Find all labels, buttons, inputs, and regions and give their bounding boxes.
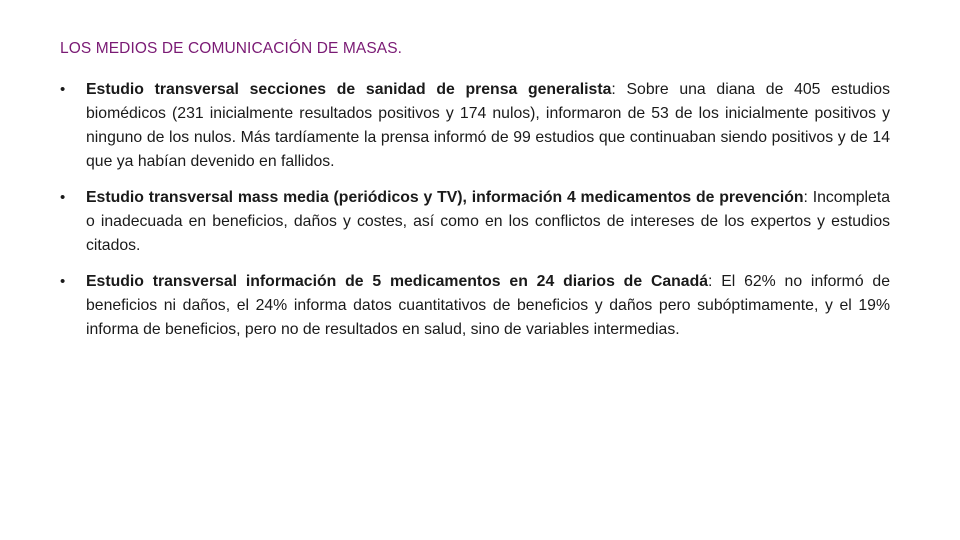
bullet-icon: •	[60, 81, 66, 98]
bullet-text: : El 62% no informó de beneficios ni daños, el 24% informa datos cuantitativos de beneficios y daños pero subóptimamente, y el 19% informa de beneficios, pero no de resultados en salud, sino de variables intermedias.	[86, 273, 891, 338]
bullet-item	[60, 186, 890, 258]
bullet-lead: Estudio transversal mass media (periódicos y TV), información 4 medicamentos de prevención	[86, 189, 804, 206]
slide-title: LOS MEDIOS DE COMUNICACIÓN DE MASAS.	[60, 40, 403, 57]
bullet-list	[60, 78, 890, 354]
bullet-text: : Incompleta o inadecuada en beneficios, daños y costes, así como en los conflictos de intereses de los expertos y estudios citados.	[86, 189, 890, 254]
bullet-icon: •	[60, 273, 66, 290]
bullet-icon: •	[60, 189, 66, 206]
bullet-item	[60, 270, 890, 342]
bullet-lead: Estudio transversal secciones de sanidad de prensa generalista	[86, 81, 612, 98]
bullet-lead: Estudio transversal información de 5 medicamentos en 24 diarios de Canadá	[86, 273, 709, 290]
bullet-text: : Sobre una diana de 405 estudios biomédicos (231 inicialmente resultados positivos y 174 nulos), informaron de 53 de los inicialmente positivos y ninguno de los nulos. Más tardíamente la prensa informó de 99 estudios que continuaban siendo positivos y de 14 que ya habían devenido en fallidos.	[86, 81, 890, 170]
bullet-item	[60, 78, 890, 174]
